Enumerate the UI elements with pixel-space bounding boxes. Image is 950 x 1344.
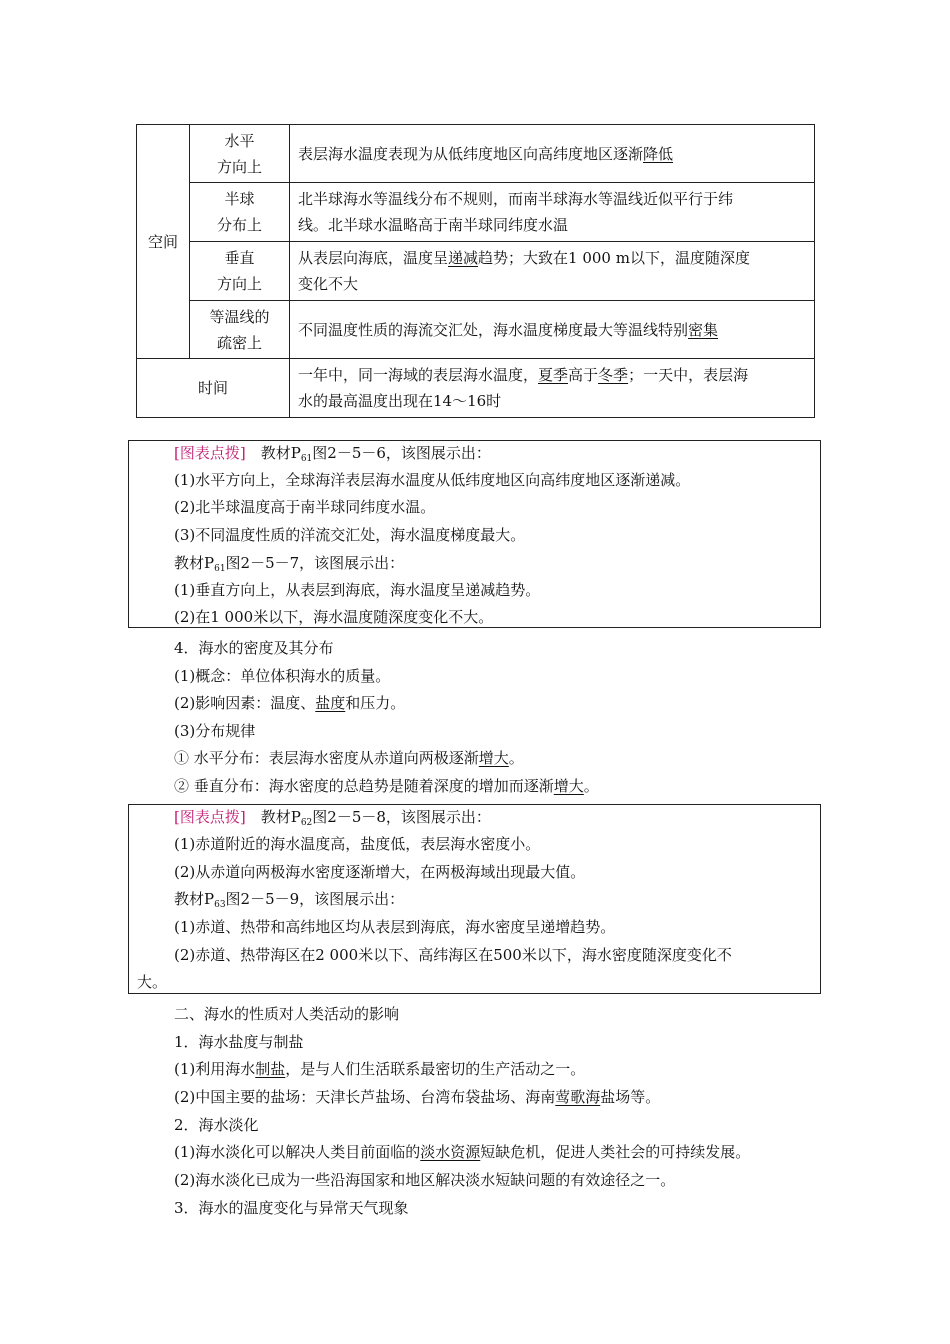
part-2-s1-title: 1．海水盐度与制盐 (174, 1033, 304, 1051)
row-content-hemisphere: 北半球海水等温线分布不规则，而南半球海水等温线近似平行于纬 线。北半球水温略高于南半球同纬度水温 (290, 183, 815, 242)
figure-tip-box-2 (128, 804, 821, 994)
part-2-s2-p1: (1)海水淡化可以解决人类目前面临的淡水资源短缺危机，促进人类社会的可持续发展。 (174, 1143, 751, 1161)
box1-line-5: 教材$P_{61}$图2－5－7，该图展示出： (174, 554, 405, 574)
box2-line-2: (1)赤道附近的海水温度高，盐度低，表层海水密度小。 (174, 835, 541, 853)
row-label-isotherm: 等温线的 疏密上 (190, 301, 290, 359)
time-label: 时间 (137, 359, 290, 418)
part-2-title: 二、海水的性质对人类活动的影响 (174, 1005, 400, 1023)
box1-line-7: (2)在1 000米以下，海水温度随深度变化不大。 (174, 608, 494, 626)
row-label-horizontal: 水平 方向上 (190, 125, 290, 183)
box2-line-5: (1)赤道、热带和高纬地区均从表层到海底，海水密度呈递增趋势。 (174, 918, 616, 936)
box1-line-3: (2)北半球温度高于南半球同纬度水温。 (174, 498, 436, 516)
section-4-p3: (3)分布规律 (174, 722, 256, 740)
row-label-vertical: 垂直 方向上 (190, 242, 290, 301)
part-2-s1-p2: (2)中国主要的盐场：天津长芦盐场、台湾布袋盐场、海南莺歌海盐场等。 (174, 1088, 661, 1106)
space-label: 空间 (137, 125, 190, 359)
temperature-distribution-table (136, 124, 815, 418)
row-content-vertical: 从表层向海底，温度呈递减趋势；大致在1 000 m以下，温度随深度 变化不大 (290, 242, 815, 301)
part-2-s2-p2: (2)海水淡化已成为一些沿海国家和地区解决淡水短缺问题的有效途径之一。 (174, 1171, 676, 1189)
section-4-p1: (1)概念：单位体积海水的质量。 (174, 667, 391, 685)
time-content: 一年中，同一海域的表层海水温度，夏季高于冬季；一天中，表层海 水的最高温度出现在14～16时 (290, 359, 815, 418)
row-content-horizontal: 表层海水温度表现为从低纬度地区向高纬度地区逐渐降低 (290, 125, 815, 183)
box2-line-6: (2)赤道、热带海区在2 000米以下、高纬海区在500米以下，海水密度随深度变化不 (174, 946, 732, 964)
section-4-p2: (2)影响因素：温度、盐度和压力。 (174, 694, 406, 712)
row-content-isotherm: 不同温度性质的海流交汇处，海水温度梯度最大等温线特别密集 (290, 301, 815, 359)
box1-line-2: (1)水平方向上，全球海洋表层海水温度从低纬度地区向高纬度地区逐渐递减。 (174, 471, 691, 489)
row-label-hemisphere: 半球 分布上 (190, 183, 290, 242)
part-2-s2-title: 2．海水淡化 (174, 1116, 259, 1134)
section-4-p5: ② 垂直分布：海水密度的总趋势是随着深度的增加而逐渐增大。 (174, 777, 599, 795)
box1-line-6: (1)垂直方向上，从表层到海底，海水温度呈递减趋势。 (174, 581, 541, 599)
figure-tip-tag: [图表点拨] (174, 808, 246, 826)
figure-tip-tag: [图表点拨] (174, 444, 246, 462)
part-2-s3-title: 3．海水的温度变化与异常天气现象 (174, 1199, 409, 1217)
box1-line-4: (3)不同温度性质的洋流交汇处，海水温度梯度最大。 (174, 526, 526, 544)
box1-line-1: [图表点拨] 教材$P_{61}$图2－5－6，该图展示出： (174, 444, 491, 464)
box2-line-3: (2)从赤道向两极海水密度逐渐增大，在两极海域出现最大值。 (174, 863, 586, 881)
section-4-p4: ① 水平分布：表层海水密度从赤道向两极逐渐增大。 (174, 749, 524, 767)
box2-line-1: [图表点拨] 教材$P_{62}$图2－5－8，该图展示出： (174, 808, 491, 828)
box2-line-7: 大。 (137, 973, 168, 991)
part-2-s1-p1: (1)利用海水制盐，是与人们生活联系最密切的生产活动之一。 (174, 1060, 586, 1078)
figure-tip-box-1 (128, 440, 821, 628)
box2-line-4: 教材$P_{63}$图2－5－9，该图展示出： (174, 890, 405, 910)
section-4-title: 4．海水的密度及其分布 (174, 639, 334, 657)
